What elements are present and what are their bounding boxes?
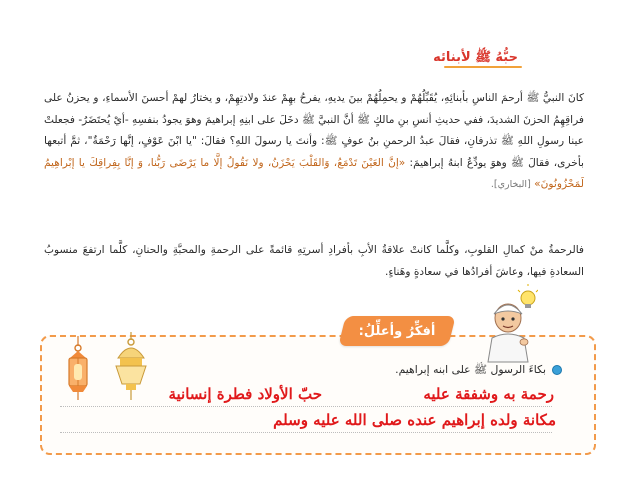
activity-label: أفكِّرُ وأعلِّلُ: bbox=[358, 324, 436, 339]
paragraph1-text: كانَ النبيُّ ﷺ أرحمَ الناسِ بأبنائِهِ، يُقَبِّلُهُمْ و يحمِلُهُمْ بينَ يديهِ، يفرحُ بهِمْ عندَ ولادتِهِمْ، و يختارُ لهمْ أحسنَ الأسماءِ، و يحزنُ على فراقِهِمُ الحزنَ الشديدَ، ففي حديثِ أنسِ بنِ مالكٍ ﷺ أنَّ النبيَّ ﷺ دخَلَ على ابنِهِ إبراهيمَ وهوَ يجودُ بنفسِهِ -أيْ يُحتَضَرُ- فجعلتْ عينا رسولِ اللهِ ﷺ تذرفانِ، فقالَ عبدُ الرحمنِ بنُ عوفٍ ﷺ: وأنتَ يا رسولَ اللهِ؟ فقالَ: "يا ابْنَ عَوْفٍ، إنَّها رَحْمَةٌ"، ثمَّ أتبعها بأخرى، فقالَ ﷺ وهوَ يودِّعُ ابنهُ إبراهيمَ: bbox=[44, 92, 584, 169]
ramadan-lantern-icon bbox=[108, 332, 154, 402]
hadith-quote: «إنَّ العَيْنَ تَدْمَعُ، وَالقَلْبَ يَحْزَنُ، ولا نَقُولُ إلَّا ما يَرْضَى رَبُّنا، وَ إنَّا بِفِراقِكَ يا إبْراهِيمُ لَمَحْزُونُونَ» bbox=[44, 156, 584, 190]
question-text: بكاءَ الرسول ﷺ على ابنه إبراهيم. bbox=[395, 363, 546, 376]
activity-question bbox=[395, 363, 562, 379]
answer-dotted-line bbox=[60, 406, 552, 407]
section-title-wrap bbox=[433, 46, 518, 68]
ramadan-lantern-icon bbox=[60, 336, 96, 408]
answer-line1-part1: رحمة به وشفقة عليه bbox=[423, 385, 554, 403]
paragraph-hadith bbox=[44, 88, 584, 223]
hadith-source: [البخاري]. bbox=[490, 179, 531, 190]
answer-line1-part2: حبّ الأولاد فطرة إنسانية bbox=[168, 385, 322, 403]
answer-dotted-line bbox=[60, 432, 552, 433]
bullet-icon bbox=[552, 365, 562, 375]
title-underline bbox=[444, 66, 522, 68]
answer-line2: مكانة ولده إبراهيم عنده صلى الله عليه وسلم bbox=[273, 411, 556, 429]
paragraph-conclusion: فالرحمةُ منْ كمالِ القلوبِ، وكلَّما كانتْ علاقةُ الأبِ بأفرادِ أسرتِهِ قائمةً على الرحمةِ والمحبَّةِ والحنانِ، كلَّما ارتفعَ منسوبُ السعادةِ فيها، وعاشَ أفرادُها في سعادةٍ وهَناءٍ. bbox=[44, 244, 584, 278]
boy-with-lightbulb-icon bbox=[478, 284, 538, 364]
section-title: حبُّهُ ﷺ لأبنائه bbox=[433, 50, 518, 65]
